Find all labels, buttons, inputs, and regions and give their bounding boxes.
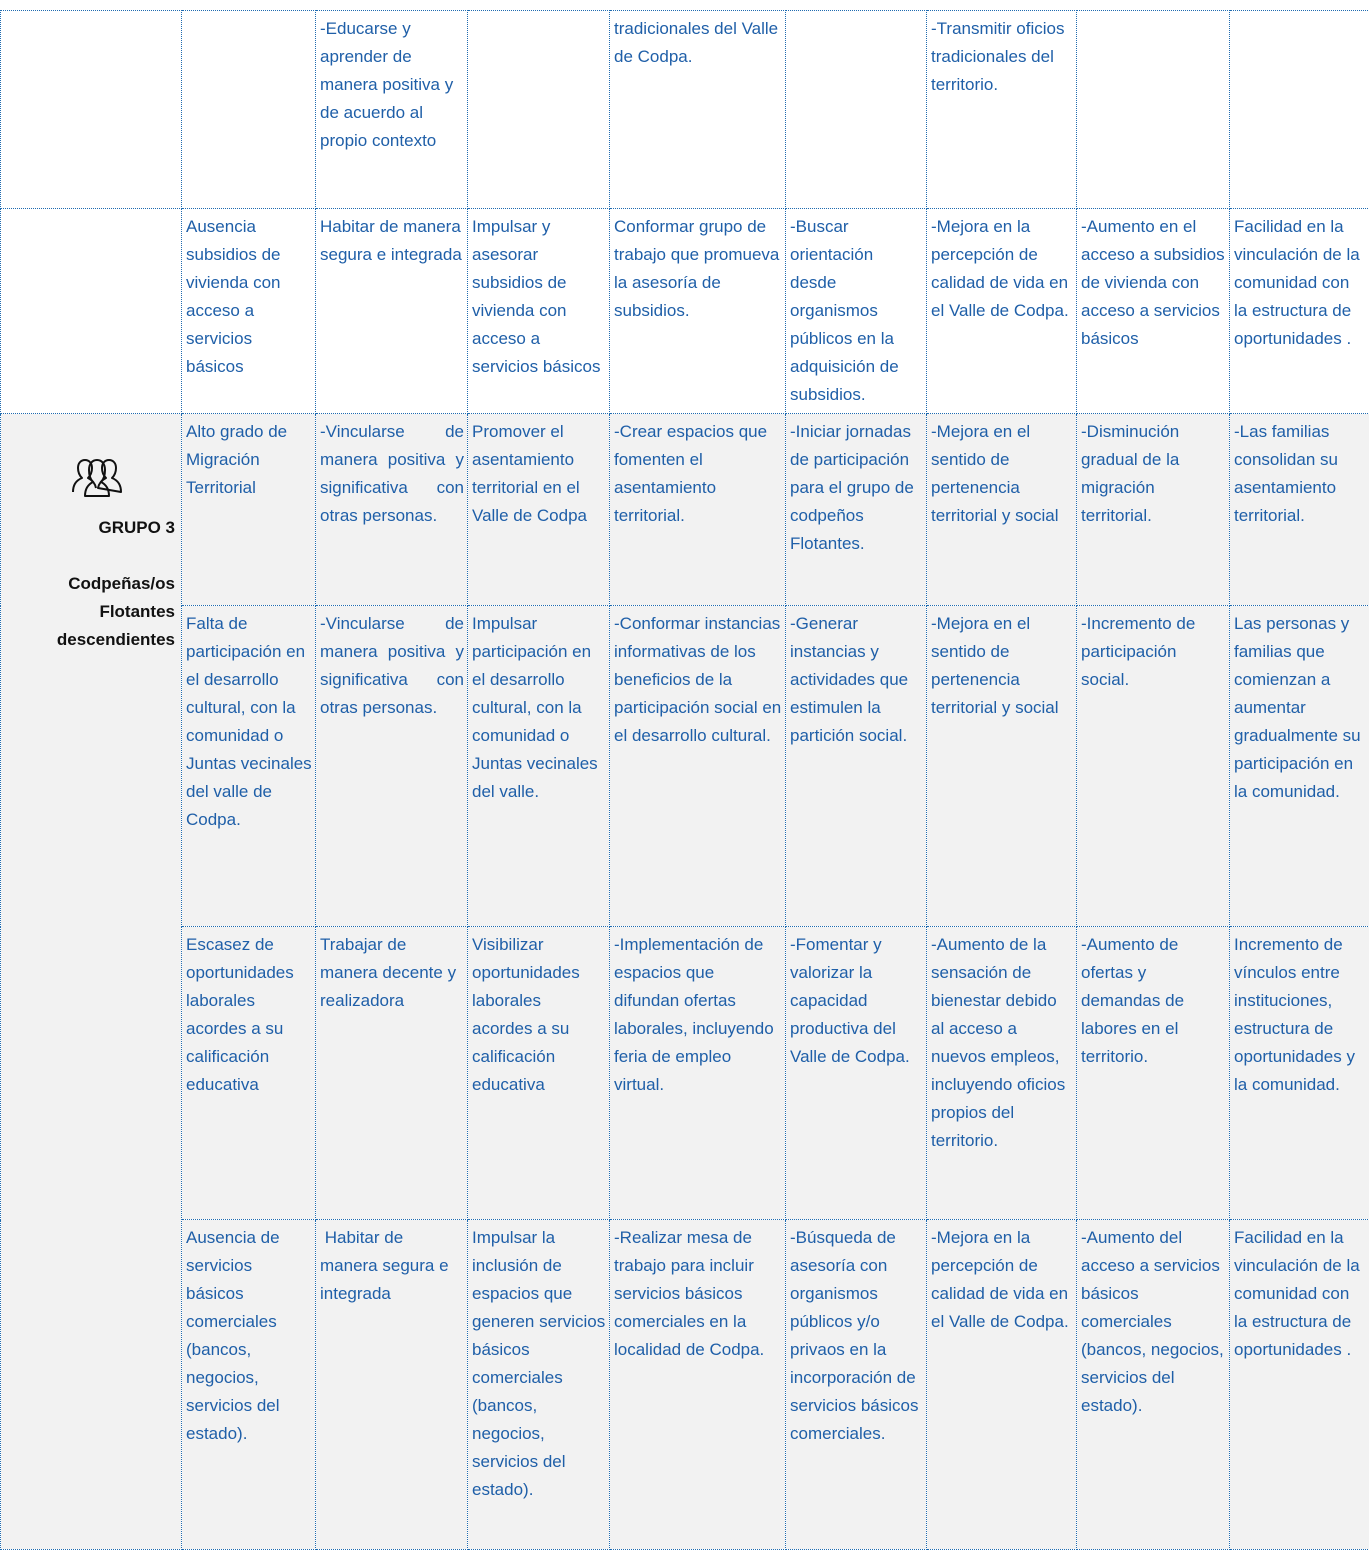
table-cell: -Incremento de participación social. (1077, 606, 1230, 927)
table-cell: -Realizar mesa de trabajo para incluir servicios básicos comerciales en la localidad de Codpa. (610, 1220, 786, 1550)
table-cell: Habitar de manera segura e integrada (316, 1220, 468, 1550)
table-cell: -Conformar instancias informativas de los beneficios de la participación social en el desarrollo cultural. (610, 606, 786, 927)
table-cell: Ausencia subsidios de vivienda con acceso a servicios básicos (182, 209, 316, 414)
table-cell: Impulsar y asesorar subsidios de vivienda con acceso a servicios básicos (468, 209, 610, 414)
people-group-icon (69, 448, 125, 504)
table-cell: Conformar grupo de trabajo que promueva la asesoría de subsidios. (610, 209, 786, 414)
table-cell (468, 11, 610, 209)
table-cell: Ausencia de servicios básicos comerciales (bancos, negocios, servicios del estado). (182, 1220, 316, 1550)
table-cell: Impulsar la inclusión de espacios que generen servicios básicos comerciales (bancos, negocios, servicios del estado). (468, 1220, 610, 1550)
table-cell: -Aumento en el acceso a subsidios de vivienda con acceso a servicios básicos (1077, 209, 1230, 414)
table-row (1, 11, 1369, 209)
table-cell: -Vincularse de manera positiva y significativa con otras personas. (316, 414, 468, 606)
table-cell: -Transmitir oficios tradicionales del territorio. (927, 11, 1077, 209)
group-title: GRUPO 3 (5, 514, 175, 542)
table-cell: -Mejora en el sentido de pertenencia territorial y social (927, 414, 1077, 606)
table-cell (786, 11, 927, 209)
table-cell: -Aumento de la sensación de bienestar debido al acceso a nuevos empleos, incluyendo oficios propios del territorio. (927, 927, 1077, 1220)
table-cell: Trabajar de manera decente y realizadora (316, 927, 468, 1220)
table-row (1, 414, 1369, 606)
table-cell (1077, 11, 1230, 209)
table-cell: -Aumento del acceso a servicios básicos comerciales (bancos, negocios, servicios del estado). (1077, 1220, 1230, 1550)
table-cell: -Crear espacios que fomenten el asentamiento territorial. (610, 414, 786, 606)
group-header-cell (1, 414, 182, 1550)
table-cell: -Fomentar y valorizar la capacidad productiva del Valle de Codpa. (786, 927, 927, 1220)
table-cell: -Educarse y aprender de manera positiva y de acuerdo al propio contexto (316, 11, 468, 209)
table-cell: -Las familias consolidan su asentamiento territorial. (1230, 414, 1369, 606)
table-cell: Habitar de manera segura e integrada (316, 209, 468, 414)
table-cell (182, 11, 316, 209)
group-subtitle: Codpeñas/os Flotantes descendientes (5, 570, 175, 654)
table-cell: -Vincularse de manera positiva y significativa con otras personas. (316, 606, 468, 927)
table-row (1, 606, 1369, 927)
table-cell: Escasez de oportunidades laborales acordes a su calificación educativa (182, 927, 316, 1220)
table-cell: tradicionales del Valle de Codpa. (610, 11, 786, 209)
table-cell: -Mejora en la percepción de calidad de vida en el Valle de Codpa. (927, 209, 1077, 414)
table-cell: -Mejora en el sentido de pertenencia territorial y social (927, 606, 1077, 927)
table-cell: Incremento de vínculos entre instituciones, estructura de oportunidades y la comunidad. (1230, 927, 1369, 1220)
table-cell: -Mejora en la percepción de calidad de vida en el Valle de Codpa. (927, 1220, 1077, 1550)
table-cell: Facilidad en la vinculación de la comunidad con la estructura de oportunidades . (1230, 209, 1369, 414)
table-cell (1, 209, 182, 414)
table-cell: Falta de participación en el desarrollo cultural, con la comunidad o Juntas vecinales del valle de Codpa. (182, 606, 316, 927)
table-cell: Promover el asentamiento territorial en el Valle de Codpa (468, 414, 610, 606)
table-cell: Facilidad en la vinculación de la comunidad con la estructura de oportunidades . (1230, 1220, 1369, 1550)
table-cell: -Aumento de ofertas y demandas de labores en el territorio. (1077, 927, 1230, 1220)
table-cell (1, 11, 182, 209)
table-row (1, 1220, 1369, 1550)
table-cell (1230, 11, 1369, 209)
table-cell: Alto grado de Migración Territorial (182, 414, 316, 606)
table-cell: Impulsar participación en el desarrollo cultural, con la comunidad o Juntas vecinales del valle. (468, 606, 610, 927)
table-cell: -Generar instancias y actividades que estimulen la partición social. (786, 606, 927, 927)
table-cell: Las personas y familias que comienzan a aumentar gradualmente su participación en la comunidad. (1230, 606, 1369, 927)
table-cell: -Iniciar jornadas de participación para el grupo de codpeños Flotantes. (786, 414, 927, 606)
table-row (1, 927, 1369, 1220)
table-cell: -Disminución gradual de la migración territorial. (1077, 414, 1230, 606)
table-cell: -Búsqueda de asesoría con organismos públicos y/o privaos en la incorporación de servicios básicos comerciales. (786, 1220, 927, 1550)
table-row (1, 209, 1369, 414)
table-cell: Visibilizar oportunidades laborales acordes a su calificación educativa (468, 927, 610, 1220)
table-cell: -Implementación de espacios que difundan ofertas laborales, incluyendo feria de empleo virtual. (610, 927, 786, 1220)
table-cell: -Buscar orientación desde organismos públicos en la adquisición de subsidios. (786, 209, 927, 414)
planning-table (0, 10, 1369, 1550)
